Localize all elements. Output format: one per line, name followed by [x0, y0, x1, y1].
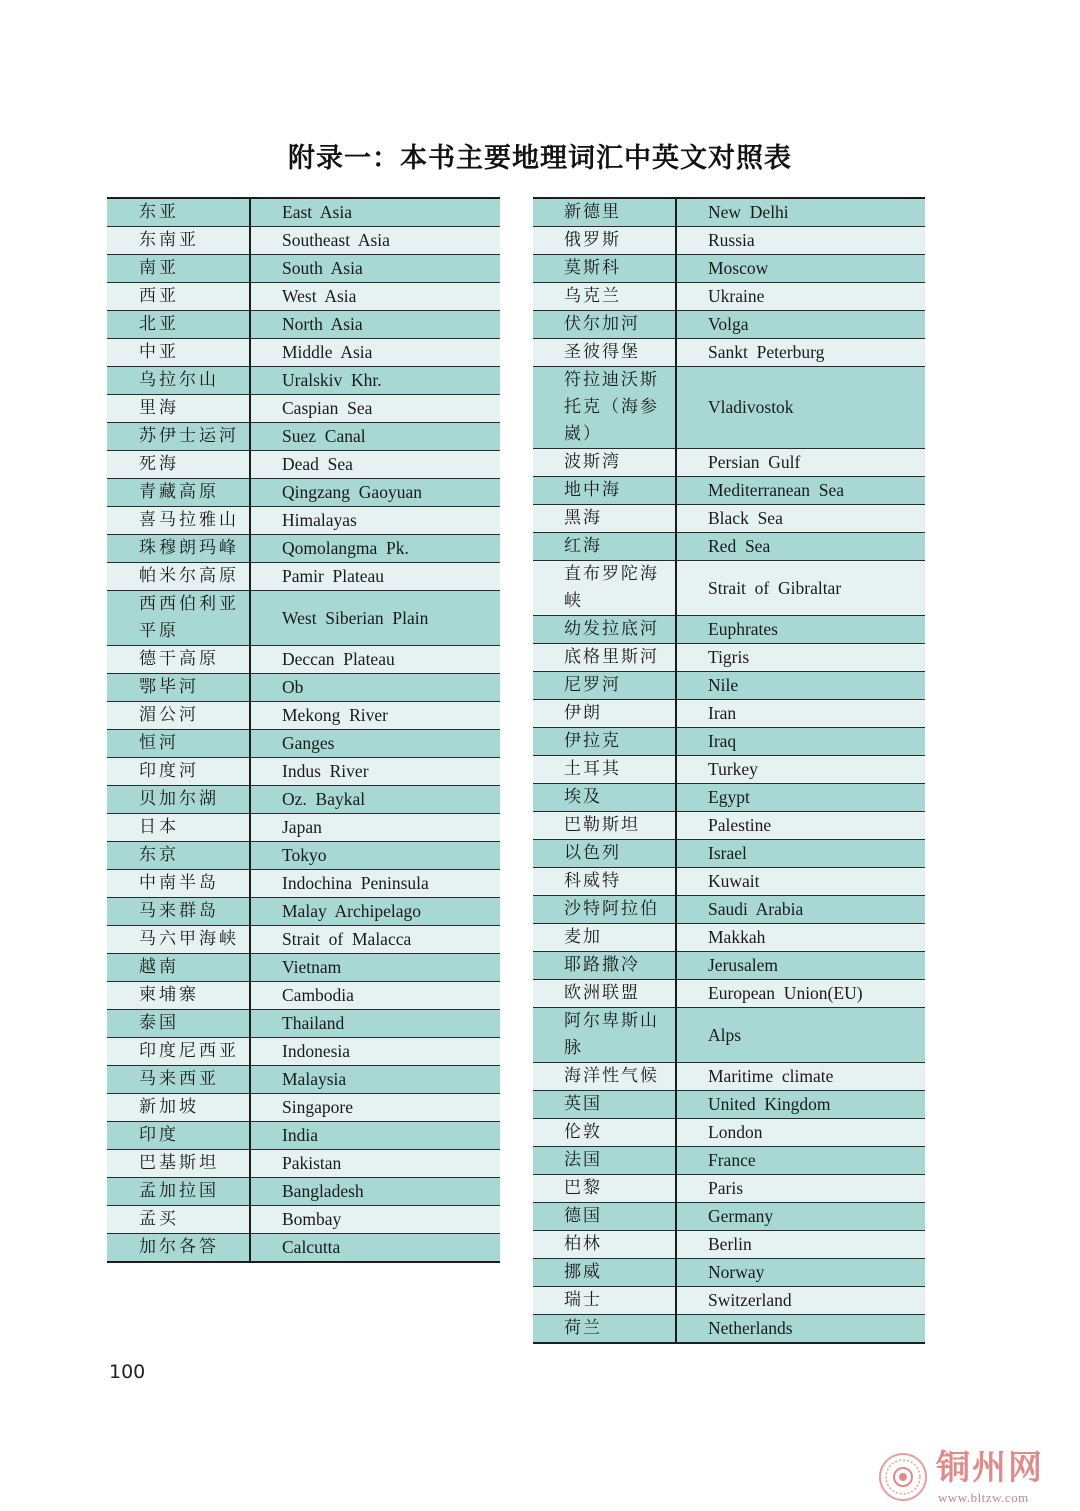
chinese-term-cell: 中南半岛 — [107, 870, 250, 898]
english-term-cell: Qingzang Gaoyuan — [250, 479, 500, 507]
english-term-cell: Mediterranean Sea — [676, 477, 925, 505]
table-row — [107, 982, 500, 1010]
chinese-term-cell: 英国 — [533, 1091, 676, 1119]
chinese-term-cell: 中亚 — [107, 339, 250, 367]
table-row — [533, 616, 925, 644]
english-term-cell: Moscow — [676, 255, 925, 283]
table-row — [533, 1287, 925, 1315]
table-row — [107, 1122, 500, 1150]
english-term-cell: Vietnam — [250, 954, 500, 982]
english-term-cell: Pakistan — [250, 1150, 500, 1178]
chinese-term-cell: 西西伯利亚平原 — [107, 591, 250, 646]
table-row — [533, 1259, 925, 1287]
table-row — [533, 283, 925, 311]
english-term-cell: Germany — [676, 1203, 925, 1231]
chinese-term-cell: 伦敦 — [533, 1119, 676, 1147]
english-term-cell: Uralskiv Khr. — [250, 367, 500, 395]
chinese-term-cell: 湄公河 — [107, 702, 250, 730]
chinese-term-cell: 地中海 — [533, 477, 676, 505]
table-row — [533, 672, 925, 700]
english-term-cell: Ob — [250, 674, 500, 702]
chinese-term-cell: 柏林 — [533, 1231, 676, 1259]
table-row — [533, 339, 925, 367]
chinese-term-cell: 南亚 — [107, 255, 250, 283]
table-row — [107, 451, 500, 479]
table-row — [533, 1063, 925, 1091]
table-row — [107, 870, 500, 898]
english-term-cell: West Siberian Plain — [250, 591, 500, 646]
english-term-cell: Qomolangma Pk. — [250, 535, 500, 563]
english-term-cell: Netherlands — [676, 1315, 925, 1344]
table-row — [107, 535, 500, 563]
table-row — [533, 784, 925, 812]
table-row — [533, 449, 925, 477]
table-row — [533, 1147, 925, 1175]
english-term-cell: Iran — [676, 700, 925, 728]
table-row — [533, 924, 925, 952]
table-row — [107, 954, 500, 982]
english-term-cell: South Asia — [250, 255, 500, 283]
chinese-term-cell: 东南亚 — [107, 227, 250, 255]
chinese-term-cell: 尼罗河 — [533, 672, 676, 700]
english-term-cell: Ukraine — [676, 283, 925, 311]
english-term-cell: Ganges — [250, 730, 500, 758]
english-term-cell: Cambodia — [250, 982, 500, 1010]
english-term-cell: Nile — [676, 672, 925, 700]
english-term-cell: Oz. Baykal — [250, 786, 500, 814]
table-row — [533, 477, 925, 505]
chinese-term-cell: 海洋性气候 — [533, 1063, 676, 1091]
table-row — [533, 812, 925, 840]
english-term-cell: Suez Canal — [250, 423, 500, 451]
table-row — [107, 786, 500, 814]
chinese-term-cell: 符拉迪沃斯托克（海参崴） — [533, 367, 676, 449]
table-row — [107, 1178, 500, 1206]
table-row — [533, 980, 925, 1008]
chinese-term-cell: 以色列 — [533, 840, 676, 868]
chinese-term-cell: 马来群岛 — [107, 898, 250, 926]
english-term-cell: Israel — [676, 840, 925, 868]
glossary-table-right — [533, 197, 925, 1344]
table-row — [533, 198, 925, 227]
english-term-cell: Bangladesh — [250, 1178, 500, 1206]
english-term-cell: New Delhi — [676, 198, 925, 227]
english-term-cell: Iraq — [676, 728, 925, 756]
english-term-cell: Tigris — [676, 644, 925, 672]
chinese-term-cell: 帕米尔高原 — [107, 563, 250, 591]
chinese-term-cell: 莫斯科 — [533, 255, 676, 283]
table-row — [533, 533, 925, 561]
glossary-table-body — [107, 198, 500, 1262]
english-term-cell: Volga — [676, 311, 925, 339]
table-row — [107, 814, 500, 842]
english-term-cell: North Asia — [250, 311, 500, 339]
table-row — [107, 507, 500, 535]
chinese-term-cell: 喜马拉雅山 — [107, 507, 250, 535]
table-row — [107, 1234, 500, 1263]
chinese-term-cell: 耶路撒冷 — [533, 952, 676, 980]
chinese-term-cell: 东亚 — [107, 198, 250, 227]
english-term-cell: Jerusalem — [676, 952, 925, 980]
english-term-cell: Strait of Gibraltar — [676, 561, 925, 616]
table-row — [107, 898, 500, 926]
chinese-term-cell: 孟买 — [107, 1206, 250, 1234]
table-row — [107, 1206, 500, 1234]
english-term-cell: Indonesia — [250, 1038, 500, 1066]
table-row — [107, 730, 500, 758]
chinese-term-cell: 俄罗斯 — [533, 227, 676, 255]
chinese-term-cell: 新加坡 — [107, 1094, 250, 1122]
table-row — [107, 674, 500, 702]
english-term-cell: Indus River — [250, 758, 500, 786]
chinese-term-cell: 苏伊士运河 — [107, 423, 250, 451]
page-title: 附录一：本书主要地理词汇中英文对照表 — [288, 143, 792, 174]
watermark-url: www.bltzw.com — [938, 1490, 1029, 1505]
table-row — [533, 1008, 925, 1063]
chinese-term-cell: 巴勒斯坦 — [533, 812, 676, 840]
english-term-cell: Kuwait — [676, 868, 925, 896]
chinese-term-cell: 孟加拉国 — [107, 1178, 250, 1206]
table-row — [107, 1150, 500, 1178]
chinese-term-cell: 里海 — [107, 395, 250, 423]
english-term-cell: France — [676, 1147, 925, 1175]
table-row — [107, 339, 500, 367]
table-row — [107, 367, 500, 395]
chinese-term-cell: 印度 — [107, 1122, 250, 1150]
english-term-cell: United Kingdom — [676, 1091, 925, 1119]
chinese-term-cell: 北亚 — [107, 311, 250, 339]
chinese-term-cell: 直布罗陀海峡 — [533, 561, 676, 616]
chinese-term-cell: 德国 — [533, 1203, 676, 1231]
table-row — [533, 700, 925, 728]
table-row — [107, 702, 500, 730]
english-term-cell: Pamir Plateau — [250, 563, 500, 591]
table-row — [107, 198, 500, 227]
chinese-term-cell: 德干高原 — [107, 646, 250, 674]
english-term-cell: Sankt Peterburg — [676, 339, 925, 367]
chinese-term-cell: 黑海 — [533, 505, 676, 533]
english-term-cell: Japan — [250, 814, 500, 842]
table-row — [533, 1315, 925, 1344]
chinese-term-cell: 鄂毕河 — [107, 674, 250, 702]
table-row — [533, 728, 925, 756]
chinese-term-cell: 麦加 — [533, 924, 676, 952]
table-row — [107, 926, 500, 954]
english-term-cell: Palestine — [676, 812, 925, 840]
english-term-cell: Makkah — [676, 924, 925, 952]
english-term-cell: Alps — [676, 1008, 925, 1063]
watermark-seal-icon — [878, 1452, 928, 1502]
table-row — [533, 1175, 925, 1203]
watermark — [878, 1448, 1068, 1508]
english-term-cell: Turkey — [676, 756, 925, 784]
english-term-cell: West Asia — [250, 283, 500, 311]
chinese-term-cell: 加尔各答 — [107, 1234, 250, 1263]
chinese-term-cell: 马六甲海峡 — [107, 926, 250, 954]
chinese-term-cell: 波斯湾 — [533, 449, 676, 477]
table-row — [107, 842, 500, 870]
english-term-cell: Mekong River — [250, 702, 500, 730]
glossary-table-body — [533, 198, 925, 1343]
table-row — [533, 952, 925, 980]
english-term-cell: Egypt — [676, 784, 925, 812]
chinese-term-cell: 乌克兰 — [533, 283, 676, 311]
english-term-cell: Berlin — [676, 1231, 925, 1259]
table-row — [107, 758, 500, 786]
table-row — [533, 868, 925, 896]
english-term-cell: East Asia — [250, 198, 500, 227]
english-term-cell: London — [676, 1119, 925, 1147]
chinese-term-cell: 沙特阿拉伯 — [533, 896, 676, 924]
english-term-cell: Norway — [676, 1259, 925, 1287]
chinese-term-cell: 圣彼得堡 — [533, 339, 676, 367]
english-term-cell: India — [250, 1122, 500, 1150]
chinese-term-cell: 死海 — [107, 451, 250, 479]
table-row — [533, 227, 925, 255]
table-row — [107, 311, 500, 339]
chinese-term-cell: 土耳其 — [533, 756, 676, 784]
chinese-term-cell: 挪威 — [533, 1259, 676, 1287]
english-term-cell: Southeast Asia — [250, 227, 500, 255]
chinese-term-cell: 法国 — [533, 1147, 676, 1175]
chinese-term-cell: 伊拉克 — [533, 728, 676, 756]
english-term-cell: Middle Asia — [250, 339, 500, 367]
table-row — [533, 1091, 925, 1119]
table-row — [107, 255, 500, 283]
chinese-term-cell: 科威特 — [533, 868, 676, 896]
chinese-term-cell: 荷兰 — [533, 1315, 676, 1344]
english-term-cell: Caspian Sea — [250, 395, 500, 423]
english-term-cell: Malaysia — [250, 1066, 500, 1094]
chinese-term-cell: 乌拉尔山 — [107, 367, 250, 395]
table-row — [533, 311, 925, 339]
table-row — [107, 1038, 500, 1066]
chinese-term-cell: 欧洲联盟 — [533, 980, 676, 1008]
table-row — [533, 1119, 925, 1147]
table-row — [533, 1231, 925, 1259]
english-term-cell: Deccan Plateau — [250, 646, 500, 674]
chinese-term-cell: 印度河 — [107, 758, 250, 786]
english-term-cell: Bombay — [250, 1206, 500, 1234]
table-row — [533, 1203, 925, 1231]
table-row — [107, 283, 500, 311]
table-row — [533, 644, 925, 672]
chinese-term-cell: 恒河 — [107, 730, 250, 758]
chinese-term-cell: 瑞士 — [533, 1287, 676, 1315]
english-term-cell: Maritime climate — [676, 1063, 925, 1091]
chinese-term-cell: 阿尔卑斯山脉 — [533, 1008, 676, 1063]
chinese-term-cell: 东京 — [107, 842, 250, 870]
chinese-term-cell: 巴基斯坦 — [107, 1150, 250, 1178]
table-row — [107, 479, 500, 507]
table-row — [107, 423, 500, 451]
english-term-cell: Russia — [676, 227, 925, 255]
english-term-cell: Indochina Peninsula — [250, 870, 500, 898]
chinese-term-cell: 新德里 — [533, 198, 676, 227]
chinese-term-cell: 柬埔寨 — [107, 982, 250, 1010]
chinese-term-cell: 越南 — [107, 954, 250, 982]
table-row — [533, 255, 925, 283]
table-row — [107, 1094, 500, 1122]
table-row — [107, 591, 500, 646]
chinese-term-cell: 日本 — [107, 814, 250, 842]
chinese-term-cell: 底格里斯河 — [533, 644, 676, 672]
chinese-term-cell: 青藏高原 — [107, 479, 250, 507]
english-term-cell: Switzerland — [676, 1287, 925, 1315]
table-row — [107, 646, 500, 674]
english-term-cell: Saudi Arabia — [676, 896, 925, 924]
table-row — [533, 561, 925, 616]
chinese-term-cell: 泰国 — [107, 1010, 250, 1038]
chinese-term-cell: 伏尔加河 — [533, 311, 676, 339]
watermark-text: 铜州网 — [936, 1448, 1044, 1488]
chinese-term-cell: 印度尼西亚 — [107, 1038, 250, 1066]
english-term-cell: Calcutta — [250, 1234, 500, 1263]
chinese-term-cell: 巴黎 — [533, 1175, 676, 1203]
page-number: 100 — [109, 1361, 146, 1383]
english-term-cell: Paris — [676, 1175, 925, 1203]
english-term-cell: Singapore — [250, 1094, 500, 1122]
chinese-term-cell: 伊朗 — [533, 700, 676, 728]
english-term-cell: Tokyo — [250, 842, 500, 870]
glossary-table-left — [107, 197, 500, 1263]
english-term-cell: Black Sea — [676, 505, 925, 533]
english-term-cell: Strait of Malacca — [250, 926, 500, 954]
english-term-cell: Persian Gulf — [676, 449, 925, 477]
english-term-cell: Thailand — [250, 1010, 500, 1038]
table-row — [107, 563, 500, 591]
table-row — [533, 756, 925, 784]
chinese-term-cell: 贝加尔湖 — [107, 786, 250, 814]
table-row — [107, 1066, 500, 1094]
english-term-cell: Euphrates — [676, 616, 925, 644]
chinese-term-cell: 马来西亚 — [107, 1066, 250, 1094]
table-row — [533, 840, 925, 868]
chinese-term-cell: 珠穆朗玛峰 — [107, 535, 250, 563]
table-row — [107, 1010, 500, 1038]
chinese-term-cell: 幼发拉底河 — [533, 616, 676, 644]
chinese-term-cell: 埃及 — [533, 784, 676, 812]
table-row — [107, 395, 500, 423]
table-row — [533, 896, 925, 924]
english-term-cell: European Union(EU) — [676, 980, 925, 1008]
english-term-cell: Dead Sea — [250, 451, 500, 479]
chinese-term-cell: 红海 — [533, 533, 676, 561]
table-row — [533, 367, 925, 449]
english-term-cell: Red Sea — [676, 533, 925, 561]
table-row — [533, 505, 925, 533]
chinese-term-cell: 西亚 — [107, 283, 250, 311]
english-term-cell: Malay Archipelago — [250, 898, 500, 926]
table-row — [107, 227, 500, 255]
english-term-cell: Vladivostok — [676, 367, 925, 449]
english-term-cell: Himalayas — [250, 507, 500, 535]
